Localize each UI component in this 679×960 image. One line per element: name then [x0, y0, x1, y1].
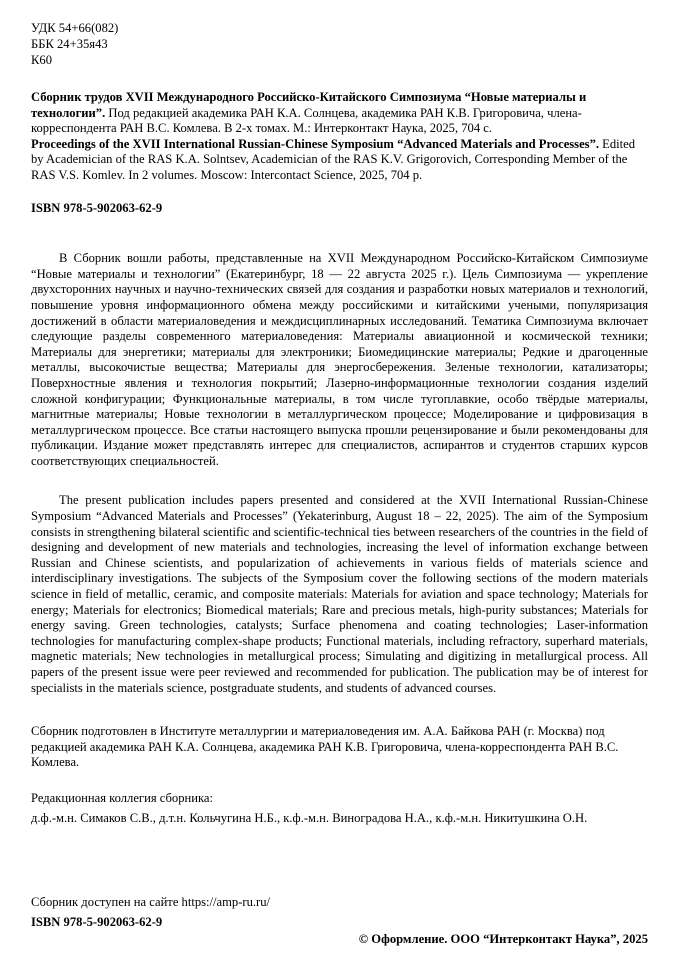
- bibliographic-description-ru: [31, 90, 648, 137]
- availability-site-note: Сборник доступен на сайте https://amp-ru.ru/: [31, 895, 271, 910]
- classification-codes: [31, 20, 648, 68]
- title-en-rest: Edited by Academician of the RAS K.A. Solntsev, Academician of the RAS K.V. Grigorovich, Corresponding Member of the RAS V.S. Komlev. In 2 volumes. Moscow: Intercontact Science, 2025, 704 p.: [31, 136, 636, 182]
- title-ru-bold: Сборник трудов XVII Международного Российско-Китайского Симпозиума “Новые материалы и технологии”.: [31, 90, 587, 120]
- isbn-bottom: ISBN 978-5-902063-62-9: [31, 914, 163, 929]
- isbn-top: ISBN 978-5-902063-62-9: [31, 200, 163, 215]
- prepared-by-note: Сборник подготовлен в Институте металлургии и материаловедения им. А.А. Байкова РАН (г. Москва) под редакцией академика РАН К.А. Солнцева, академика РАН К.В. Григоровича, члена-корреспондента РАН В.С. Комлева.: [31, 724, 619, 770]
- editorial-board-heading: Редакционная коллегия сборника:: [31, 790, 214, 805]
- bbk-code: ББК 24+35я43: [31, 37, 108, 51]
- bibliographic-description-en: [31, 137, 648, 184]
- copyright-notice: © Оформление. ООО “Интерконтакт Наука”, 2025: [358, 932, 648, 947]
- title-en-bold: Proceedings of the XVII International Russian-Chinese Symposium “Advanced Materials and Processes”.: [31, 136, 600, 151]
- abstract-russian: В Сборник вошли работы, представленные на XVII Международном Российско-Китайском Симпозиуме “Новые материалы и технологии” (Екатеринбург, 18 — 22 августа 2025 г.). Цель Симпозиума — укрепление двухсторонних научных и научно-технических связей для создания и разработки новых материалов и технологий, повышение уровня информационного обмена между российскими и китайскими учеными, популяризация достижений в области материаловедения и междисциплинарных исследований. Тематика Симпозиума включает следующие разделы современного материаловедения: Материалы авиационной и космической техники; Материалы для энергетики; материалы для электроники; Биомедицинские материалы; Редкие и драгоценные металлы, высокочистые вещества; Материалы для энергосбережения. Зеленые технологии, катализаторы; Поверхностные явления и технология покрытий; Лазерно-информационные технологии создания изделий сложной конфигурации; Функциональные материалы, в том числе тугоплавкие, особо твёрдые материалы, магнитные материалы; Новые технологии в металлургическом процессе; Моделирование и цифровизация в металлургическом процессе. Все статьи настоящего выпуска прошли рецензирование и были рекомендованы для публикации. Издание может представлять интерес для специалистов, аспирантов и студентов старших курсов соответствующих специальностей.: [31, 251, 648, 468]
- udk-code: УДК 54+66(082): [31, 21, 119, 35]
- page-footer: [31, 895, 648, 948]
- abstract-english: The present publication includes papers presented and considered at the XVII International Russian-Chinese Symposium “Advanced Materials and Processes” (Yekaterinburg, August 18 – 22, 2025). The aim of the Symposium consists in strengthening bilateral scientific and scientific-technical ties between researchers of the countries in the field of designing and development of new materials and technologies, increasing the level of information exchange between Russian and Chinese scientists, and popularization of achievements in various fields of materials science and interdisciplinary investigations. The subjects of the Symposium cover the following sections of the modern materials science in field of metallic, ceramic, and composite materials: Materials for aviation and space technology; Materials for energy; Materials for electronics; Biomedical materials; Rare and precious metals, high-purity substances; Materials for energy saving. Green technologies, catalysts; Surface phenomena and coating technologies; Laser-information technologies for manufacturing complex-shape products; Functional materials, including refractory, superhard materials, magnetic materials; New technologies in metallurgical process; Simulating and digitizing in metallurgical process. All papers of the present issue were peer reviewed and recommended for publication. The publication may be of interest for specialists in the materials science, postgraduate students, and students of advanced courses.: [31, 493, 648, 695]
- title-ru-rest: Под редакцией академика РАН К.А. Солнцева, академика РАН К.В. Григоровича, члена-корреспондента РАН В.С. Комлева. В 2-х томах. М.: Интерконтакт Наука, 2025, 704 с.: [31, 105, 582, 136]
- bibliographic-description: [31, 90, 648, 184]
- book-author-sign: К60: [31, 53, 52, 67]
- editorial-board-members: д.ф.-м.н. Симаков С.В., д.т.н. Кольчугина Н.Б., к.ф.-м.н. Виноградова Н.А., к.ф.-м.н. Никитушкина О.Н.: [31, 810, 588, 825]
